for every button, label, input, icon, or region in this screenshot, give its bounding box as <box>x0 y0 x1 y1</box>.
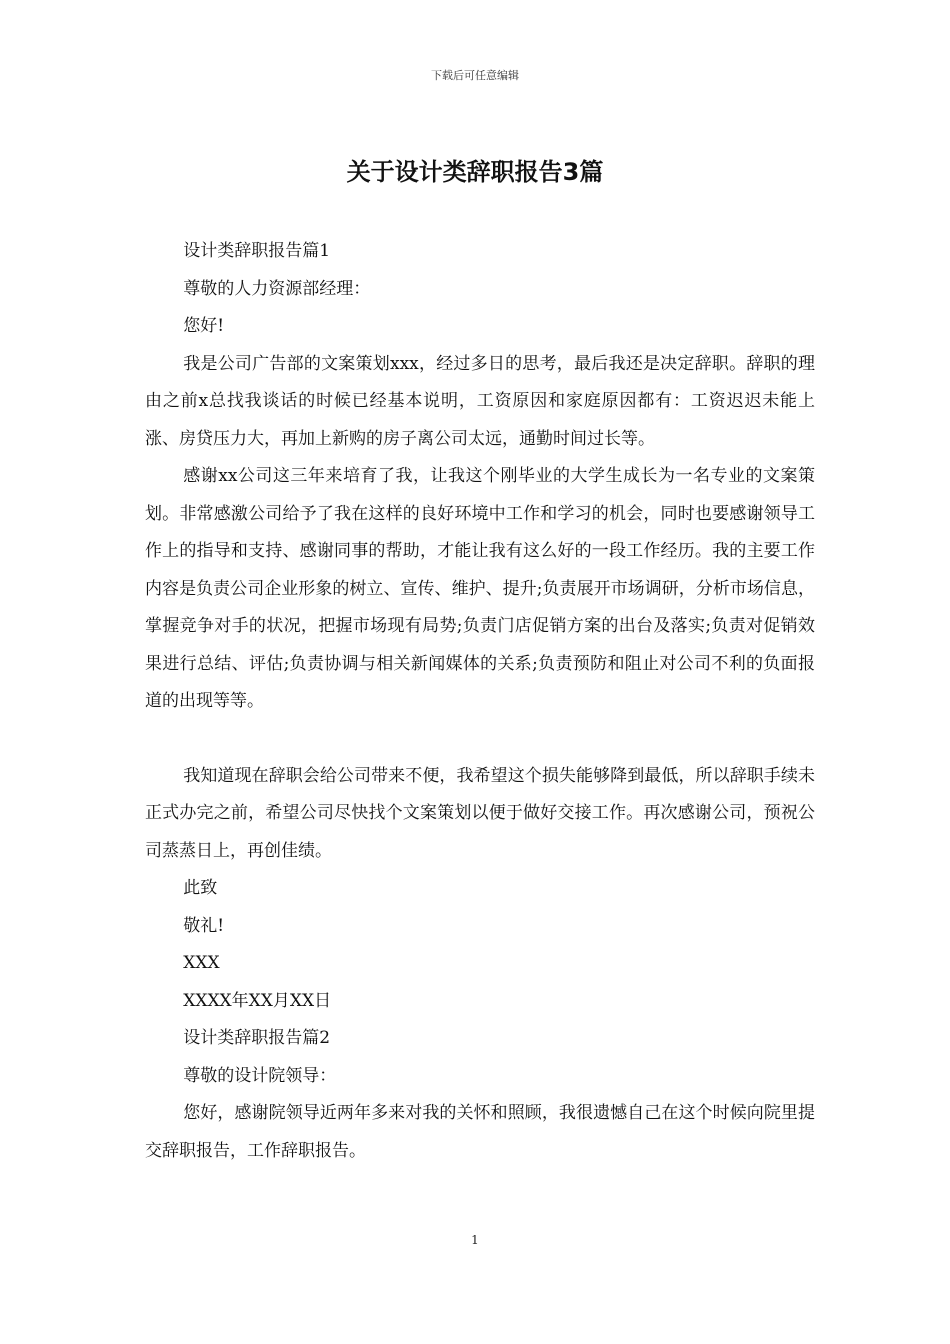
greeting-1: 您好! <box>183 316 225 336</box>
body-paragraph: 感谢xx公司这三年来培育了我，让我这个刚毕业的大学生成长为一名专业的文案策划。非常感激公司给予了我在这样的良好环境中工作和学习的机会，同时也要感谢领导工作上的指导和支持、感谢同事的帮助，才能让我有这么好的一段工作经历。我的主要工作内容是负责公司企业形象的树立、宣传、维护、提升;负责展开市场调研，分析市场信息，掌握竞争对手的状况，把握市场现有局势;负责门店促销方案的出台及落实;负责对促销效果进行总结、评估;负责协调与相关新闻媒体的关系;负责预防和阻止对公司不利的负面报道的出现等等。 <box>145 466 815 711</box>
section-heading-1: 设计类辞职报告篇1 <box>183 241 331 261</box>
header-note: 下载后可任意编辑 <box>431 69 519 82</box>
closing-line: 此致 <box>183 878 218 898</box>
signature-date: XXXX年XX月XX日 <box>183 990 332 1011</box>
salutation-1: 尊敬的人力资源部经理： <box>183 278 371 299</box>
closing-regards: 敬礼! <box>183 915 225 936</box>
document-title: 关于设计类辞职报告3篇 <box>346 158 604 186</box>
body-paragraph: 我是公司广告部的文案策划xxx，经过多日的思考，最后我还是决定辞职。辞职的理由之前x总找我谈话的时候已经基本说明，工资原因和家庭原因都有：工资迟迟未能上涨、房贷压力大，再加上新购的房子离公司太远，通勤时间过长等。 <box>145 353 815 449</box>
page-number: 1 <box>471 1233 479 1247</box>
signature-name: XXX <box>183 953 220 973</box>
section-heading-2: 设计类辞职报告篇2 <box>183 1028 331 1048</box>
document-body <box>145 233 815 1170</box>
body-paragraph: 我知道现在辞职会给公司带来不便，我希望这个损失能够降到最低，所以辞职手续未正式办完之前，希望公司尽快找个文案策划以便于做好交接工作。再次感谢公司，预祝公司蒸蒸日上，再创佳绩。 <box>145 765 815 861</box>
salutation-2: 尊敬的设计院领导： <box>183 1065 337 1086</box>
body-paragraph: 您好，感谢院领导近两年多来对我的关怀和照顾，我很遗憾自己在这个时候向院里提交辞职报告，工作辞职报告。 <box>145 1103 815 1161</box>
